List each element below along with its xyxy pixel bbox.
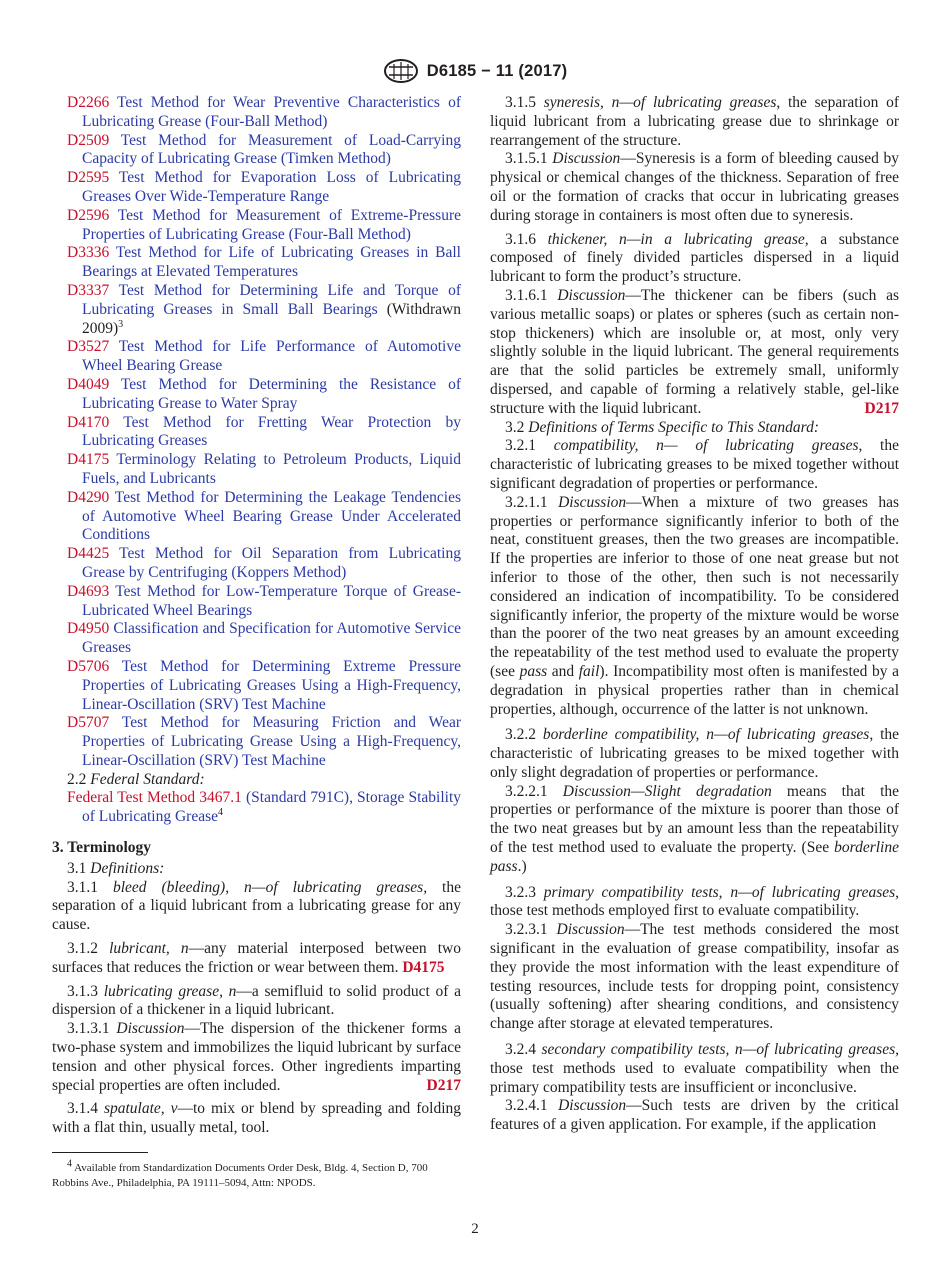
- definition: 3.1.6 thickener, n—in a lubricating grease, a substance composed of finely divided particles dispersed in a liquid lubricant to form the product’s structure.: [490, 230, 900, 286]
- discussion: 3.1.3.1 Discussion—The dispersion of the thickener forms a two-phase system and immobilizes the liquid lubricant by surface tension and other physical forces. Other ingredients imparting special properties are often included. D217: [52, 1020, 461, 1094]
- reference-item: [52, 714, 461, 770]
- reference-code[interactable]: D3527: [67, 338, 110, 356]
- reference-title[interactable]: Test Method for Determining the Leakage Tendencies of Automotive Wheel Bearing Grease Under Accelerated Conditions: [82, 488, 461, 544]
- reference-title[interactable]: Test Method for Life Performance of Automotive Wheel Bearing Grease: [82, 338, 461, 375]
- reference-title[interactable]: Test Method for Life of Lubricating Greases in Ball Bearings at Elevated Temperatures: [82, 244, 461, 281]
- reference-item: [52, 338, 461, 376]
- standard-designation: D6185 − 11 (2017): [426, 61, 568, 80]
- reference-title[interactable]: Test Method for Measurement of Extreme-Pressure Properties of Lubricating Grease (Four-Ball Method): [82, 206, 461, 243]
- reference-code[interactable]: D4425: [67, 545, 110, 563]
- reference-item: [52, 489, 461, 545]
- reference-item: [52, 620, 461, 658]
- federal-standard-heading: 2.2 Federal Standard:: [67, 770, 205, 788]
- reference-title[interactable]: Terminology Relating to Petroleum Products, Liquid Fuels, and Lubricants: [82, 451, 461, 487]
- definition: 3.1.1 bleed (bleeding), n—of lubricating greases, the separation of a liquid lubricant from a lubricating grease for any cause.: [52, 878, 461, 934]
- discussion: 3.2.2.1 Discussion—Slight degradation means that the properties or performance of the mixture is poorer than those of the two neat greases but by an amount less than the repeatability of the test method used to evaluate the property. (See borderline pass.): [490, 782, 900, 875]
- reference-item: [52, 132, 461, 170]
- reference-code[interactable]: D2509: [67, 131, 110, 149]
- definition: 3.1.5 syneresis, n—of lubricating greases, the separation of liquid lubricant from a lubricating grease due to shrinkage or rearrangement of the structure.: [490, 94, 900, 149]
- definition: 3.2.3 primary compatibility tests, n—of lubricating greases, those test methods employed first to evaluate compatibility.: [490, 883, 900, 920]
- definition: 3.2.2 borderline compatibility, n—of lubricating greases, the characteristic of lubricating greases to be mixed together with only slight degradation of properties or performance.: [490, 726, 899, 781]
- reference-code[interactable]: D4693: [67, 582, 110, 600]
- reference-code[interactable]: D4175: [67, 451, 110, 469]
- footnote-divider: [52, 1152, 148, 1153]
- left-column: [52, 94, 461, 1138]
- reference-title[interactable]: Test Method for Measurement of Load-Carrying Capacity of Lubricating Grease (Timken Method): [82, 131, 461, 168]
- reference-code[interactable]: D3337: [67, 281, 110, 299]
- reference-item: [52, 414, 461, 452]
- reference-code[interactable]: D5706: [67, 657, 110, 675]
- footnote: $^4$ Available from Standardization Documents Order Desk, Bldg. 4, Section D, 700 Robbins Ave., Philadelphia, PA 19111–5094, Attn: NPODS.: [52, 1158, 428, 1189]
- reference-item: [52, 282, 461, 338]
- reference-item: [52, 658, 461, 714]
- reference-title[interactable]: Test Method for Determining the Resistance of Lubricating Grease to Water Spray: [82, 375, 461, 412]
- discussion: 3.2.4.1 Discussion—Such tests are driven by the critical features of a given application. For example, if the application: [490, 1097, 899, 1134]
- reference-item: [52, 789, 461, 827]
- footnote-marker: 4: [218, 807, 223, 819]
- page-number: 2: [471, 1221, 479, 1237]
- reference-item: [52, 169, 461, 207]
- definition: 3.2.4 secondary compatibility tests, n—of lubricating greases, those test methods used to evaluate compatibility when the primary compatibility tests are insufficient or inconclusive.: [490, 1041, 900, 1096]
- discussion: 3.1.6.1 Discussion—The thickener can be fibers (such as various metallic soaps) or plates or spheres (such as certain non-stop thickeners) which are insoluble or, at most, only very slightly soluble in the liquid lubricant. The general requirements are that the solid particles be extremely small, uniformly dispersed, and capable of forming a relatively stable, gel-like structure with the liquid lubricant. D217: [490, 286, 899, 417]
- reference-link[interactable]: D217: [426, 1076, 461, 1094]
- reference-code[interactable]: D2595: [67, 169, 110, 187]
- subsection-heading: 3.2 Definitions of Terms Specific to This Standard:: [505, 418, 820, 436]
- reference-title[interactable]: Test Method for Low-Temperature Torque of Grease-Lubricated Wheel Bearings: [82, 582, 461, 619]
- reference-item: [52, 244, 461, 282]
- discussion: 3.1.5.1 Discussion—Syneresis is a form of bleeding caused by physical or chemical changes of the thickness. Separation of free oil or the formation of cracks that occur in lubricating greases during storage in containers is most often due to syneresis.: [490, 150, 899, 224]
- reference-code[interactable]: D5707: [67, 714, 110, 732]
- reference-code[interactable]: D2266: [67, 94, 110, 111]
- reference-title[interactable]: Test Method for Evaporation Loss of Lubricating Greases Over Wide-Temperature Range: [82, 169, 461, 205]
- right-column: [490, 94, 899, 1135]
- reference-code[interactable]: D2596: [67, 206, 110, 224]
- reference-title[interactable]: Test Method for Wear Preventive Characteristics of Lubricating Grease (Four-Ball Method): [82, 94, 461, 130]
- astm-logo-icon: [383, 58, 419, 84]
- footnote-marker: 4: [67, 1158, 72, 1170]
- subsection-heading: 3.1 Definitions:: [67, 859, 165, 877]
- discussion: 3.2.1.1 Discussion—When a mixture of two greases has properties or performance significantly inferior to both of the neat, constituent greases, then the two greases are incompatible. If the properties are inferior to those of one neat grease but not inferior to those of the other, then such is not necessarily considered an indication of incompatibility. To be considered significantly inferior, the property of the mixture would be worse than the poorer of the two neat greases by an amount exceeding the repeatability of the test method used to evaluate the property (see pass and fail). Incompatibility most often is manifested by a degradation in physical properties rather than in chemical properties, although, occurrence of the latter is not unknown.: [490, 493, 899, 718]
- definition: 3.2.1 compatibility, n— of lubricating greases, the characteristic of lubricating greases to be mixed together without significant degradation of properties or performance.: [490, 437, 899, 492]
- reference-item: [52, 451, 461, 489]
- reference-note: (Withdrawn 2009): [82, 300, 461, 337]
- reference-title[interactable]: Test Method for Oil Separation from Lubricating Grease by Centrifuging (Koppers Method): [82, 545, 461, 581]
- reference-item: [52, 376, 461, 414]
- reference-link[interactable]: D217: [864, 399, 899, 417]
- reference-item: [52, 207, 461, 245]
- reference-code[interactable]: Federal Test Method 3467.1: [67, 789, 242, 807]
- reference-item: [52, 545, 461, 583]
- reference-item: [52, 94, 461, 132]
- definition: 3.1.3 lubricating grease, n—a semifluid to solid product of a dispersion of a thickener in a liquid lubricant.: [52, 982, 461, 1019]
- reference-code[interactable]: D4049: [67, 375, 110, 393]
- reference-item: [52, 583, 461, 621]
- reference-title[interactable]: Test Method for Determining Extreme Pressure Properties of Lubricating Greases Using a High-Frequency, Linear-Oscillation (SRV) Test Machine: [82, 657, 461, 713]
- reference-title[interactable]: (Standard 791C), Storage Stability of Lubricating Grease: [82, 789, 462, 826]
- definition: 3.1.4 spatulate, v—to mix or blend by spreading and folding with a flat thin, usually metal, tool.: [52, 1100, 462, 1137]
- definition: 3.1.2 lubricant, n—any material interposed between two surfaces that reduces the friction or wear between them. D4175: [52, 940, 461, 976]
- section-heading: 3. Terminology: [52, 839, 152, 857]
- reference-title[interactable]: Classification and Specification for Automotive Service Greases: [82, 620, 461, 657]
- reference-code[interactable]: D4290: [67, 488, 110, 506]
- reference-code[interactable]: D4950: [67, 620, 110, 638]
- reference-title[interactable]: Test Method for Fretting Wear Protection by Lubricating Greases: [82, 413, 461, 450]
- reference-title[interactable]: Test Method for Determining Life and Torque of Lubricating Greases in Small Ball Bearings: [82, 281, 461, 318]
- reference-code[interactable]: D3336: [67, 244, 110, 262]
- footnote-marker: 3: [118, 318, 124, 330]
- reference-list: [52, 94, 461, 771]
- reference-title[interactable]: Test Method for Measuring Friction and Wear Properties of Lubricating Grease Using a High-Frequency, Linear-Oscillation (SRV) Test Machine: [82, 714, 461, 769]
- discussion: 3.2.3.1 Discussion—The test methods considered the most significant in the evaluation of grease compatibility, insofar as they provide the most information with the least expenditure of testing resources, include tests for dropping point, consistency (usually softening) after shearing conditions, and consistency change after storage at elevated temperatures.: [490, 921, 900, 1033]
- reference-link[interactable]: D4175: [402, 958, 445, 976]
- reference-code[interactable]: D4170: [67, 413, 110, 431]
- page-header: [0, 58, 950, 84]
